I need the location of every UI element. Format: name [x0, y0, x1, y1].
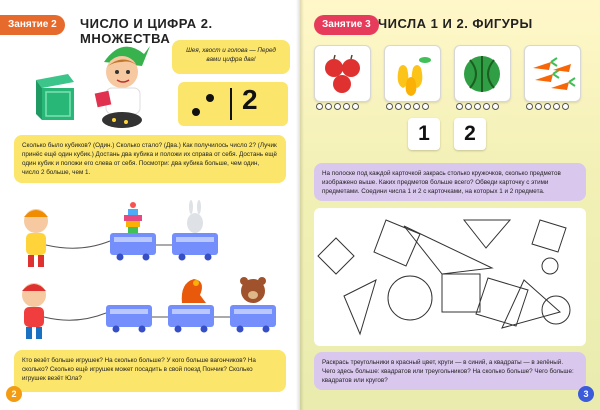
page-number: 3: [578, 386, 594, 402]
digit-two: 2: [242, 84, 258, 115]
card-apples[interactable]: [314, 45, 371, 102]
card-watermelon[interactable]: [454, 45, 511, 102]
triangle-shape: [502, 280, 560, 328]
square-shape: [532, 220, 566, 252]
circle-shape: [388, 276, 432, 320]
square-rotated-shape: [318, 238, 354, 274]
circle-strip-apples[interactable]: [316, 103, 359, 111]
girl-top: [24, 209, 48, 267]
digit-card-two[interactable]: 2: [454, 118, 486, 150]
lesson-tag: Занятие 3: [314, 15, 379, 35]
square-shape: [476, 278, 528, 326]
book-gutter: [296, 0, 304, 410]
poem-box: Шея, хвост и голова — Перед вами цифра два!: [172, 40, 290, 74]
trains-illustration: [10, 195, 290, 345]
task-text-cubes: Сколько было кубиков? (Один.) Сколько стало? (Два.) Как получилось число 2? (Лучик принёс ещё один кубик.) Достань два кубика и положи их справа от себя. Достань ещё один кубик и положи его слева от себя. Посмотри: два кубика больше, чем один, число 2 больше, чем 1.: [14, 135, 286, 183]
task-text-cards: На полоске под каждой карточкой закрась столько кружочков, сколько предметов изображено выше. Каких предметов больше всего? Обведи карточку с этими предметами. Соедини числа 1 и 2 с карточками, на которых 1 и 2 предмета.: [314, 163, 586, 201]
right-page: [300, 0, 600, 410]
circle-strip-watermelon[interactable]: [456, 103, 499, 111]
circle-shape: [542, 296, 570, 324]
lesson-title: ЧИСЛА 1 И 2. ФИГУРЫ: [378, 16, 533, 31]
lesson-title: ЧИСЛО И ЦИФРА 2. МНОЖЕСТВА: [80, 16, 213, 46]
train-top: [110, 200, 218, 261]
triangle-shape: [344, 280, 376, 334]
green-cube-illustration: [28, 70, 76, 122]
dot-digit-card: [178, 82, 288, 126]
apples-icon: [315, 46, 370, 101]
divider: [230, 88, 232, 120]
square-shape: [374, 220, 420, 266]
two-dots-icon: [186, 90, 222, 118]
watermelon-icon: [455, 46, 510, 101]
circle-strip-carrots[interactable]: [526, 103, 569, 111]
boy-with-cube-illustration: [82, 40, 162, 132]
square-shape: [442, 274, 480, 312]
card-pears[interactable]: [384, 45, 441, 102]
shapes-drawing: [314, 208, 586, 346]
train-bottom: [106, 277, 276, 333]
pears-icon: [385, 46, 440, 101]
lesson-tag: Занятие 2: [0, 15, 65, 35]
circle-strip-pears[interactable]: [386, 103, 429, 111]
task-text-shapes: Раскрась треугольники в красный цвет, круги — в синий, а квадраты — в зелёный. Чего здесь больше: квадратов или треугольников? На сколько больше? Чего больше: квадратов или кругов?: [314, 352, 586, 390]
page-number: 2: [6, 386, 22, 402]
carrots-icon: [525, 46, 580, 101]
task-text-trains: Кто везёт больше игрушек? На сколько больше? У кого больше вагончиков? На сколько? Сколько ещё игрушек может посадить в свой поезд Пончик? Сколько игрушек везёт Юла?: [14, 350, 286, 392]
card-carrots[interactable]: [524, 45, 581, 102]
triangle-shape: [464, 220, 510, 248]
digit-card-one[interactable]: 1: [408, 118, 440, 150]
girl-bottom: [22, 283, 46, 339]
circle-shape: [542, 258, 558, 274]
shapes-panel: [314, 208, 586, 346]
